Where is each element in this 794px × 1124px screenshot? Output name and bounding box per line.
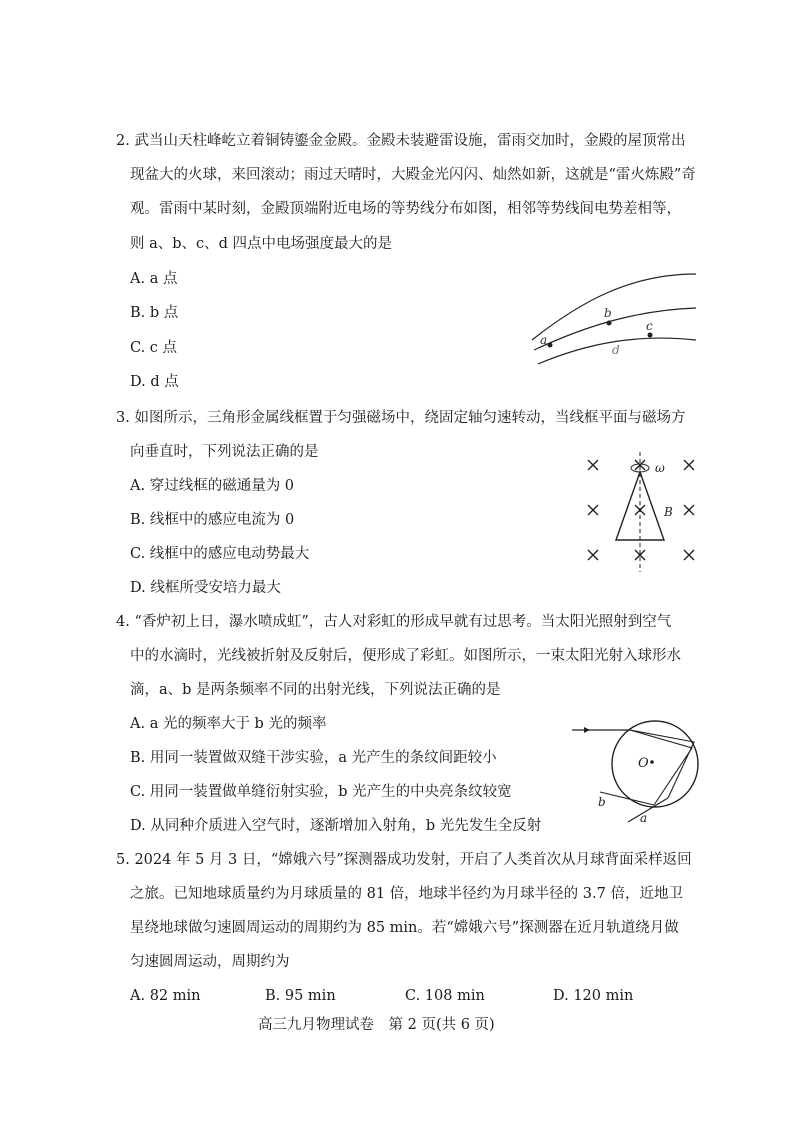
label-b: b — [604, 306, 612, 320]
q4-option-b: B. 用同一装置做双缝干涉实验，a 光产生的条纹间距较小 — [130, 750, 497, 766]
q3-option-a: A. 穿过线框的磁通量为 0 — [130, 478, 295, 494]
q3-option-b: B. 线框中的感应电流为 0 — [130, 512, 295, 528]
label-b-ray: b — [598, 795, 606, 809]
label-c: c — [646, 319, 653, 333]
q5-line-3: 星绕地球做匀速圆周运动的周期约为 85 min。若“嫦娥六号”探测器在近月轨道绕月做 — [130, 920, 679, 936]
q4-option-c: C. 用同一装置做单缝衍射实验，b 光产生的中央亮条纹较宽 — [130, 784, 512, 800]
label-d: d — [612, 343, 620, 357]
exit-ray-b — [600, 792, 654, 805]
q4-option-d: D. 从同种介质进入空气时，逐渐增加入射角，b 光先发生全反射 — [130, 818, 542, 834]
magnetic-field-figure — [580, 450, 700, 575]
water-droplet-figure — [570, 712, 730, 827]
label-O: O — [638, 756, 649, 771]
q3-option-d: D. 线框所受安培力最大 — [130, 580, 281, 596]
q4-line-1: 4. “香炉初上日，瀑水喷成虹”，古人对彩虹的形成早就有过思考。当太阳光照射到空气 — [116, 614, 672, 630]
point-a — [548, 343, 553, 348]
q5-option-c: C. 108 min — [405, 988, 485, 1004]
label-omega: ω — [655, 461, 665, 475]
center-point — [650, 760, 654, 764]
arrow-icon — [584, 727, 590, 733]
point-c — [648, 333, 653, 338]
q4-line-3: 滴，a、b 是两条频率不同的出射光线，下列说法正确的是 — [130, 682, 501, 698]
equipotential-line-1 — [532, 274, 696, 340]
q4-option-a: A. a 光的频率大于 b 光的频率 — [130, 716, 327, 732]
q2-line-1: 2. 武当山天柱峰屹立着铜铸鎏金金殿。金殿未装避雷设施，雷雨交加时，金殿的屋顶常出 — [116, 133, 686, 149]
q2-line-4: 则 a、b、c、d 四点中电场强度最大的是 — [130, 236, 393, 252]
q5-option-a: A. 82 min — [130, 988, 201, 1004]
q4-line-2: 中的水滴时，光线被折射及反射后，便形成了彩虹。如图所示，一束太阳光射入球形水 — [130, 648, 681, 664]
equipotential-figure — [520, 262, 700, 382]
q2-line-3: 观。雷雨中某时刻，金殿顶端附近电场的等势线分布如图，相邻等势线间电势差相等， — [130, 201, 681, 217]
label-a-ray: a — [640, 811, 648, 825]
q5-option-d: D. 120 min — [553, 988, 634, 1004]
q5-line-4: 匀速圆周运动，周期约为 — [130, 954, 290, 970]
q2-option-b: B. b 点 — [130, 305, 179, 321]
page-footer: 高三九月物理试卷 第 2 页(共 6 页) — [258, 1017, 495, 1033]
q2-option-c: C. c 点 — [130, 340, 178, 356]
q2-line-2: 现盆大的火球，来回滚动；雨过天晴时，大殿金光闪闪、灿然如新，这就是“雷火炼殿”奇 — [130, 167, 696, 183]
water-droplet — [612, 721, 698, 807]
q3-line-2: 向垂直时，下列说法正确的是 — [130, 444, 319, 460]
q5-line-2: 之旅。已知地球质量约为月球质量的 81 倍，地球半径约为月球半径的 3.7 倍，近地卫 — [130, 886, 683, 902]
q3-line-1: 3. 如图所示，三角形金属线框置于匀强磁场中，绕固定轴匀速转动，当线框平面与磁场方 — [116, 410, 686, 426]
label-a: a — [540, 333, 548, 347]
q5-line-1: 5. 2024 年 5 月 3 日，“嫦娥六号”探测器成功发射，开启了人类首次从月球背面采样返回 — [116, 852, 692, 868]
q2-option-a: A. a 点 — [130, 271, 178, 287]
q5-option-b: B. 95 min — [265, 988, 336, 1004]
point-b — [607, 321, 612, 326]
q3-option-c: C. 线框中的感应电动势最大 — [130, 546, 310, 562]
label-B: B — [664, 505, 673, 519]
q2-option-d: D. d 点 — [130, 374, 179, 390]
